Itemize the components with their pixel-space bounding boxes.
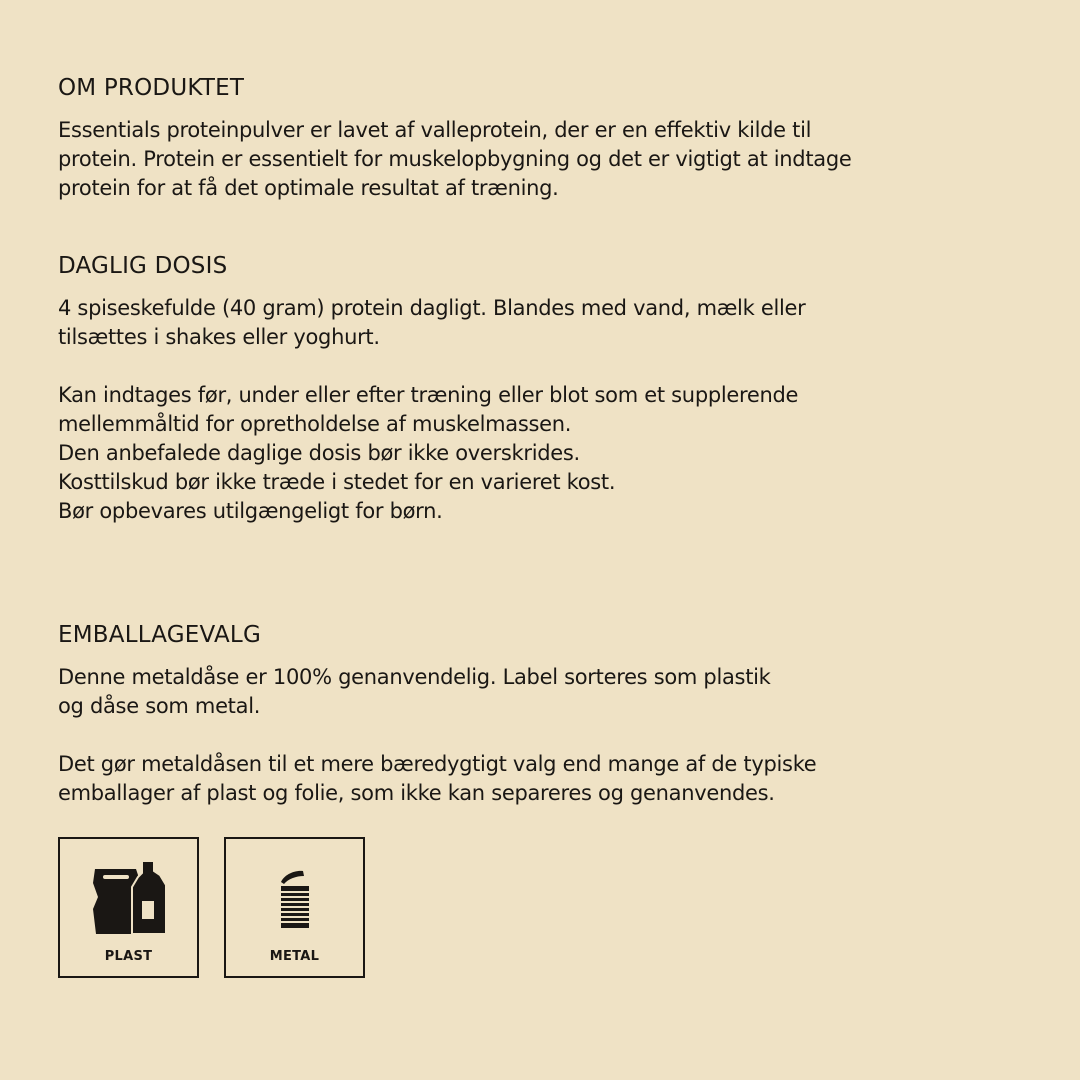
dosage-guidance-text: Kan indtages før, under eller efter træning eller blot som et supplerende mellemmåltid for opretholdelse af muskelmassen. Den anbefalede daglige dosis bør ikke overskrides. Kosttilskud bør ikke træde i stedet for en varieret kost. Bør opbevares utilgængeligt for børn. [58, 383, 799, 523]
packaging-section [58, 621, 1038, 808]
about-heading: OM PRODUKTET [58, 75, 245, 101]
about-section [58, 74, 1038, 203]
packaging-heading: EMBALLAGEVALG [58, 622, 261, 648]
metal-badge [224, 837, 365, 978]
plast-badge [58, 837, 199, 978]
about-text: Essentials proteinpulver er lavet af valleprotein, der er en effektiv kilde til protein. Protein er essentielt for muskelopbygning og det er vigtigt at indtage protein for at få det optimale resultat af træning. [58, 118, 852, 200]
dosage-section [58, 252, 1038, 526]
plast-label: PLAST [104, 949, 153, 964]
dosage-text: 4 spiseskefulde (40 gram) protein dagligt. Blandes med vand, mælk eller tilsættes i shakes eller yoghurt. [58, 296, 806, 349]
metal-label: METAL [269, 949, 320, 964]
packaging-text: Denne metaldåse er 100% genanvendelig. Label sorteres som plastik og dåse som metal. [58, 665, 771, 718]
packaging-sustainability-text: Det gør metaldåsen til et mere bæredygtigt valg end mange af de typiske emballager af plast og folie, som ikke kan separeres og genanvendes. [58, 752, 817, 805]
dosage-heading: DAGLIG DOSIS [58, 253, 228, 279]
recycling-badges [58, 837, 365, 978]
